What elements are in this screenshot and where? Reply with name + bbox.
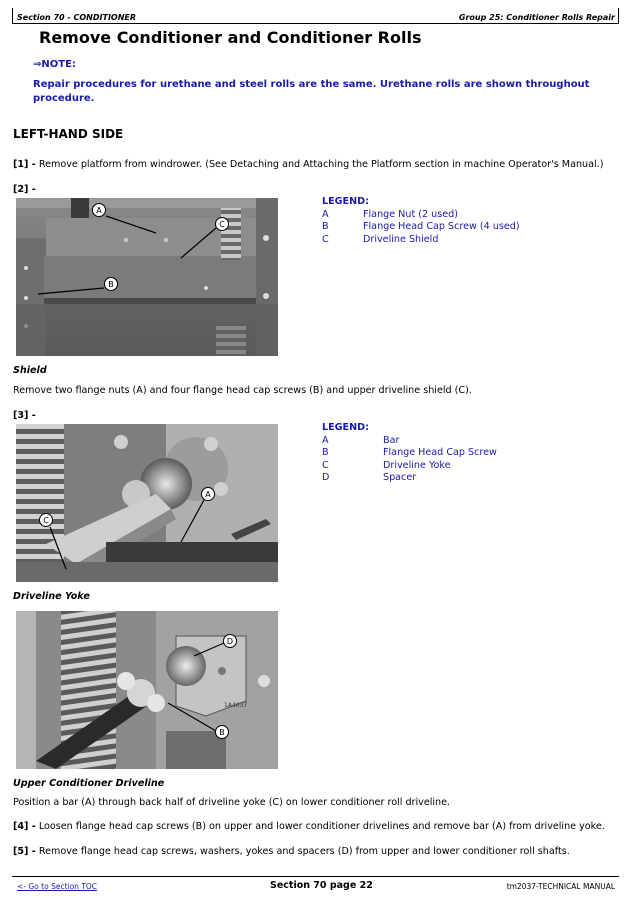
- legend-1-row: [322, 221, 602, 234]
- step-5-text: Remove flange head cap screws, washers, yokes and spacers (D) from upper and lower conditioner roll shafts.: [38, 846, 570, 857]
- svg-text:B: B: [219, 728, 225, 737]
- svg-text:C: C: [43, 516, 49, 525]
- legend-letter: D: [322, 472, 330, 484]
- legend-desc: Bar: [383, 434, 400, 446]
- svg-text:A: A: [205, 490, 211, 499]
- figure-2-caption: Driveline Yoke: [13, 591, 90, 602]
- legend-letter: B: [322, 447, 329, 459]
- legend-desc: Flange Nut (2 used): [363, 208, 458, 220]
- step-1-text: Remove platform from windrower. (See Detaching and Attaching the Platform section in machine Operator's Manual.): [38, 159, 604, 170]
- figure-3-caption: Upper Conditioner Driveline: [13, 778, 165, 789]
- shield-photo: [16, 198, 278, 356]
- note-text: Repair procedures for urethane and steel rolls are the same. Urethane rolls are shown throughout procedure.: [33, 79, 590, 104]
- figure-1-description: Remove two flange nuts (A) and four flange head cap screws (B) and upper driveline shield (C).: [13, 385, 472, 396]
- go-to-section-toc-link[interactable]: <- Go to Section TOC: [17, 882, 98, 891]
- legend-2-row: [322, 472, 602, 485]
- page-title: Remove Conditioner and Conditioner Rolls: [39, 28, 422, 47]
- step-4-number: [4] -: [13, 821, 36, 832]
- legend-letter: A: [322, 208, 329, 220]
- step-3-number: [3] -: [13, 410, 36, 421]
- legend-desc: Driveline Yoke: [383, 459, 451, 471]
- figure-3-description: Position a bar (A) through back half of driveline yoke (C) on lower conditioner roll driveline.: [13, 797, 451, 808]
- callout-b: [216, 726, 229, 739]
- footer-manual-id: tm2037-TECHNICAL MANUAL: [506, 882, 615, 891]
- step-2-number: [2] -: [13, 184, 36, 195]
- legend-letter: B: [322, 221, 329, 233]
- svg-text:A: A: [96, 206, 102, 215]
- legend-1-title: LEGEND:: [322, 196, 369, 207]
- part-stamp: 1A4037: [224, 702, 248, 709]
- legend-2-row: [322, 447, 602, 460]
- footer-rule: [12, 876, 619, 877]
- section-heading: LEFT-HAND SIDE: [13, 127, 124, 141]
- legend-2-row: [322, 435, 602, 448]
- step-1-number: [1] -: [13, 159, 36, 170]
- legend-desc: Driveline Shield: [363, 233, 439, 245]
- callout-a: [202, 488, 215, 501]
- legend-letter: C: [322, 459, 329, 471]
- note-label: ⇒NOTE:: [33, 59, 76, 70]
- callout-a: [93, 204, 106, 217]
- upper-driveline-photo: [16, 611, 278, 769]
- header-group: Group 25: Conditioner Rolls Repair: [458, 13, 615, 22]
- callout-c: [216, 218, 229, 231]
- svg-text:B: B: [108, 280, 114, 289]
- callout-d: [224, 635, 237, 648]
- figure-1-caption: Shield: [13, 365, 47, 376]
- svg-text:C: C: [219, 220, 225, 229]
- legend-desc: Flange Head Cap Screw (4 used): [363, 221, 520, 233]
- bar-object: [106, 542, 278, 562]
- legend-1-row: [322, 234, 602, 247]
- legend-letter: A: [322, 434, 329, 446]
- callout-b: [105, 278, 118, 291]
- legend-letter: C: [322, 233, 329, 245]
- footer-page-number: Section 70 page 22: [270, 880, 373, 891]
- step-1: [13, 159, 623, 171]
- legend-desc: Spacer: [383, 472, 417, 484]
- step-5-number: [5] -: [13, 846, 36, 857]
- header-section: Section 70 - CONDITIONER: [17, 13, 137, 22]
- header-rule-right-tick: [618, 8, 619, 24]
- step-4: [13, 821, 623, 833]
- legend-2-title: LEGEND:: [322, 422, 369, 433]
- legend-1: [322, 196, 602, 246]
- legend-2: [322, 422, 602, 485]
- header-rule-left-tick: [12, 8, 13, 24]
- header-rule: [12, 23, 619, 24]
- svg-text:D: D: [226, 637, 234, 646]
- legend-desc: Flange Head Cap Screw: [383, 447, 497, 459]
- callout-c: [40, 514, 53, 527]
- step-5: [13, 846, 623, 858]
- driveline-yoke-photo: [16, 424, 278, 582]
- legend-1-row: [322, 209, 602, 222]
- legend-2-row: [322, 460, 602, 473]
- step-4-text: Loosen flange head cap screws (B) on upper and lower conditioner drivelines and remove bar (A) from driveline yoke.: [38, 821, 605, 832]
